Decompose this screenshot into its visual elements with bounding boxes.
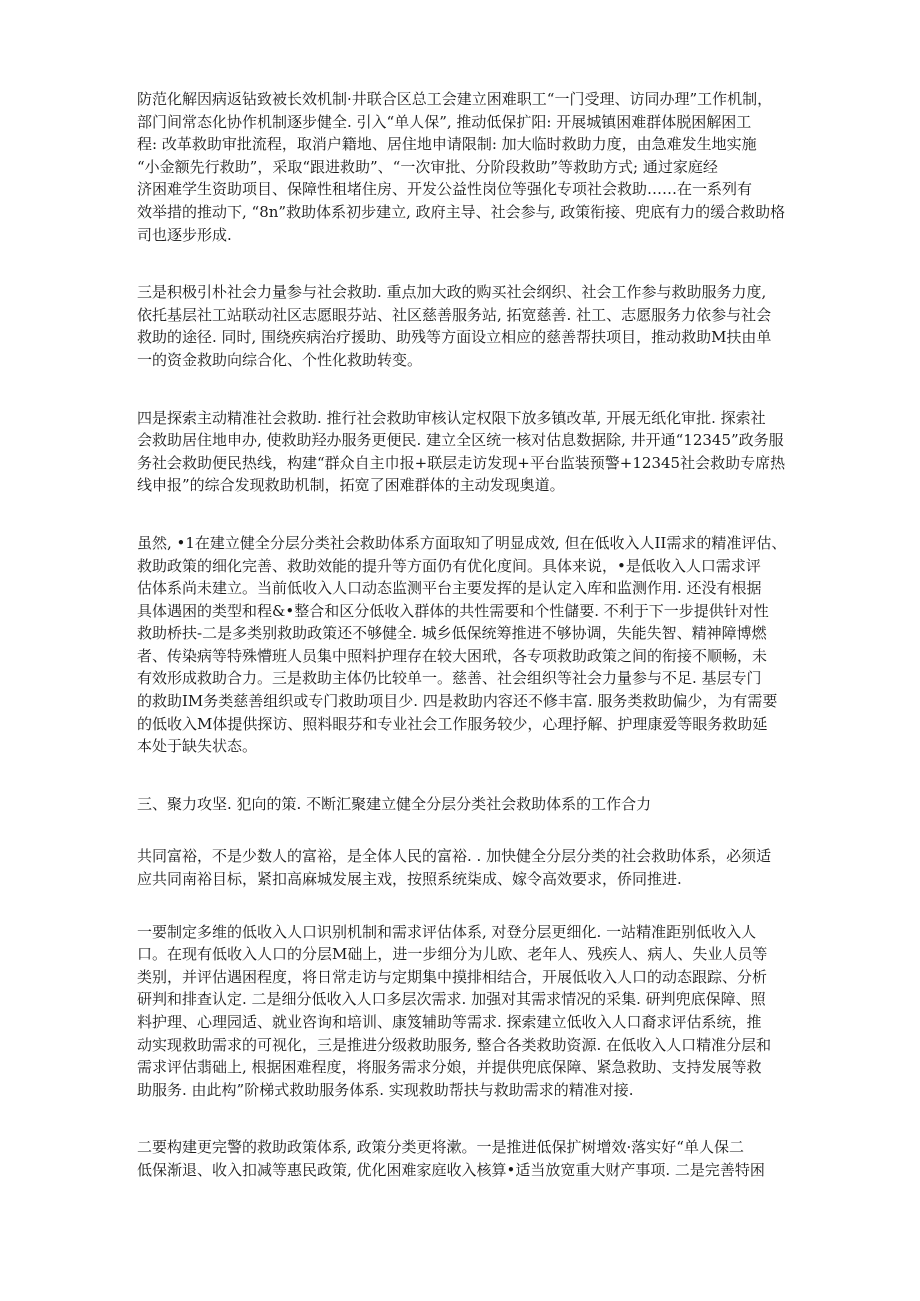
paragraph-common-prosperity: 共同富裕，不是少数人的富裕，是全体人民的富裕. . 加快健全分层分类的社会救助体系，必须适 应共同南裕目标，紧扣高麻城发展主戏，按照系统柒成、嫁令高效要求，侨同推进. xyxy=(137,847,772,889)
section-heading: 三、聚力攻坚. 犯向的策. 不断汇聚建立健全分层分类社会救助体系的工作合力 xyxy=(137,794,652,813)
paragraph-policy-system: 二要构建更完警的救助政策体系, 政策分类更将漱。一是推进低保扩树增效·落实好“单人保二 低保渐退、收入扣减等惠民政策, 优化困难家庭收入核算•适当放宽重大财产事项. 二是完善特困 xyxy=(137,1138,765,1179)
paragraph-shortcomings: 虽然, •1在建立健全分层分类社会救助体系方面取知了明显成效, 但在低收入人II需求的精准评估、 救助政策的细化完善、救助效能的提升等方面仍有优化度间。具体来说，•是低收入人口需求评 估体系尚未建立。当前低收入人口动态监测平台主要发挥的是认定入库和监测作用. 还没有根据 具体遇困的类型和程&•整合和区分低收入群体的共性需要和个性儲要. 不利于下一步提供针对性 救助桥扶-二是多类别救助政策还不够健全. 城乡低保统筹推进不够协调，失能失智、精神障博燃 者、传染病等特殊懵班人员集中照料护理存在较大困玳，各专项救助政策之间的衔接不顺畅，未 有效形成救助合力。三是救助主体仍比较单一。慈善、社会组织等社会力量参与不足. 基层专门 的救助IM务类慈善组织或专门救助项目少. 四是救助内容还不修丰富. 服务类救助偏少，为有需要 的低收入M体提供探访、照料眼芬和专业社会工作服务较少，心理抒解、护理康爱等眼务救助延 本处于缺失状态。 xyxy=(137,533,787,756)
paragraph-identification-mechanism: 一要制定多维的低收入人口识别机制和需求评估体系, 对登分层更细化. 一站精准距别低收入人 口。在现有低收入人口的分层M础上，进一步细分为儿欧、老年人、残疾人、病人、失业人员等 类别，并评估遇困程度，将日常走访与定期集中摸排相结合，开展低收入人口的动态跟踪、分析 研判和排查认定. 二是细分低收入人口多层次需求. 加强对其需求情况的采集. 研判兜底保障、照 料护理、心理园适、就业咨询和培训、康笈辅助等需求. 探索建立低收入人口裔求评估系统，推 动实现救助需求的可视化，三是推进分级救助服务, 整合各类救助资源. 在低收入人口精准分层和 需求评估翡础上, 根据困难程度，将服务需求分娘，并提供兜底保障、紧急救助、支持发展等救 助服务. 由此构”阶梯式救助服务体系. 实现救助帮扶与救助需求的精准对接. xyxy=(137,922,772,1099)
paragraph-precision-assistance: 四是探索主动精准社会救助. 推行社会救助审核认定权限下放多镇改革, 开展无纸化审批. 探索社 会救助居住地申办, 使救助羟办服务更便民. 建立全区统一核对估息数据除, 井开通“12345”政务服 务社会救助便民热线，构建“群众自主巾报+联层走访发现+平台监装预警+12345社会救助专席热 线申报”的综合发现救助机制，拓宽了困难群体的主动发现奥道。 xyxy=(137,408,786,495)
document-page xyxy=(137,88,787,1217)
paragraph-social-forces: 三是积极引朴社会力量参与社会救助. 重点加大政的购买社会纲织、社会工作参与救助服务力度, 依托基层社工站联动社区志愿眼芬站、社区慈善服务站, 拓宽慈善. 社工、志愿服务力依参与社会 救助的途径. 同时, 围绕疾病治疗援助、助残等方面设立相应的慈善帮扶项目，推动救助M扶由单 一的资金救助向综合化、个性化救助转变。 xyxy=(137,283,772,369)
paragraph-assistance-mechanisms: 防范化解因病返钻致被长效机制·井联合区总工会建立困难职工“一门受理、访同办理”工作机制， 部门间常态化协作机制逐步健全. 引入“单人保”, 推动低保扩阳: 开展城镇困难群体脱困解困工 程: 改革救助审批流程，取消户籍地、居住地申请限制: 加大临时救助力度，由急难发生地实施 “小金额先行救助”，采取“跟进救助”、“一次审批、分阶段救助”等救助方式; 通过家庭经 济困难学生资助项目、保障性租堵住房、开发公益性岗位等强化专项社会救助……在一系列有 效举措的推动下, “8n”救助体系初步建立, 政府主导、社会参与, 政策衔接、兜底有力的缓合救助格 司也逐步形成. xyxy=(137,90,786,244)
